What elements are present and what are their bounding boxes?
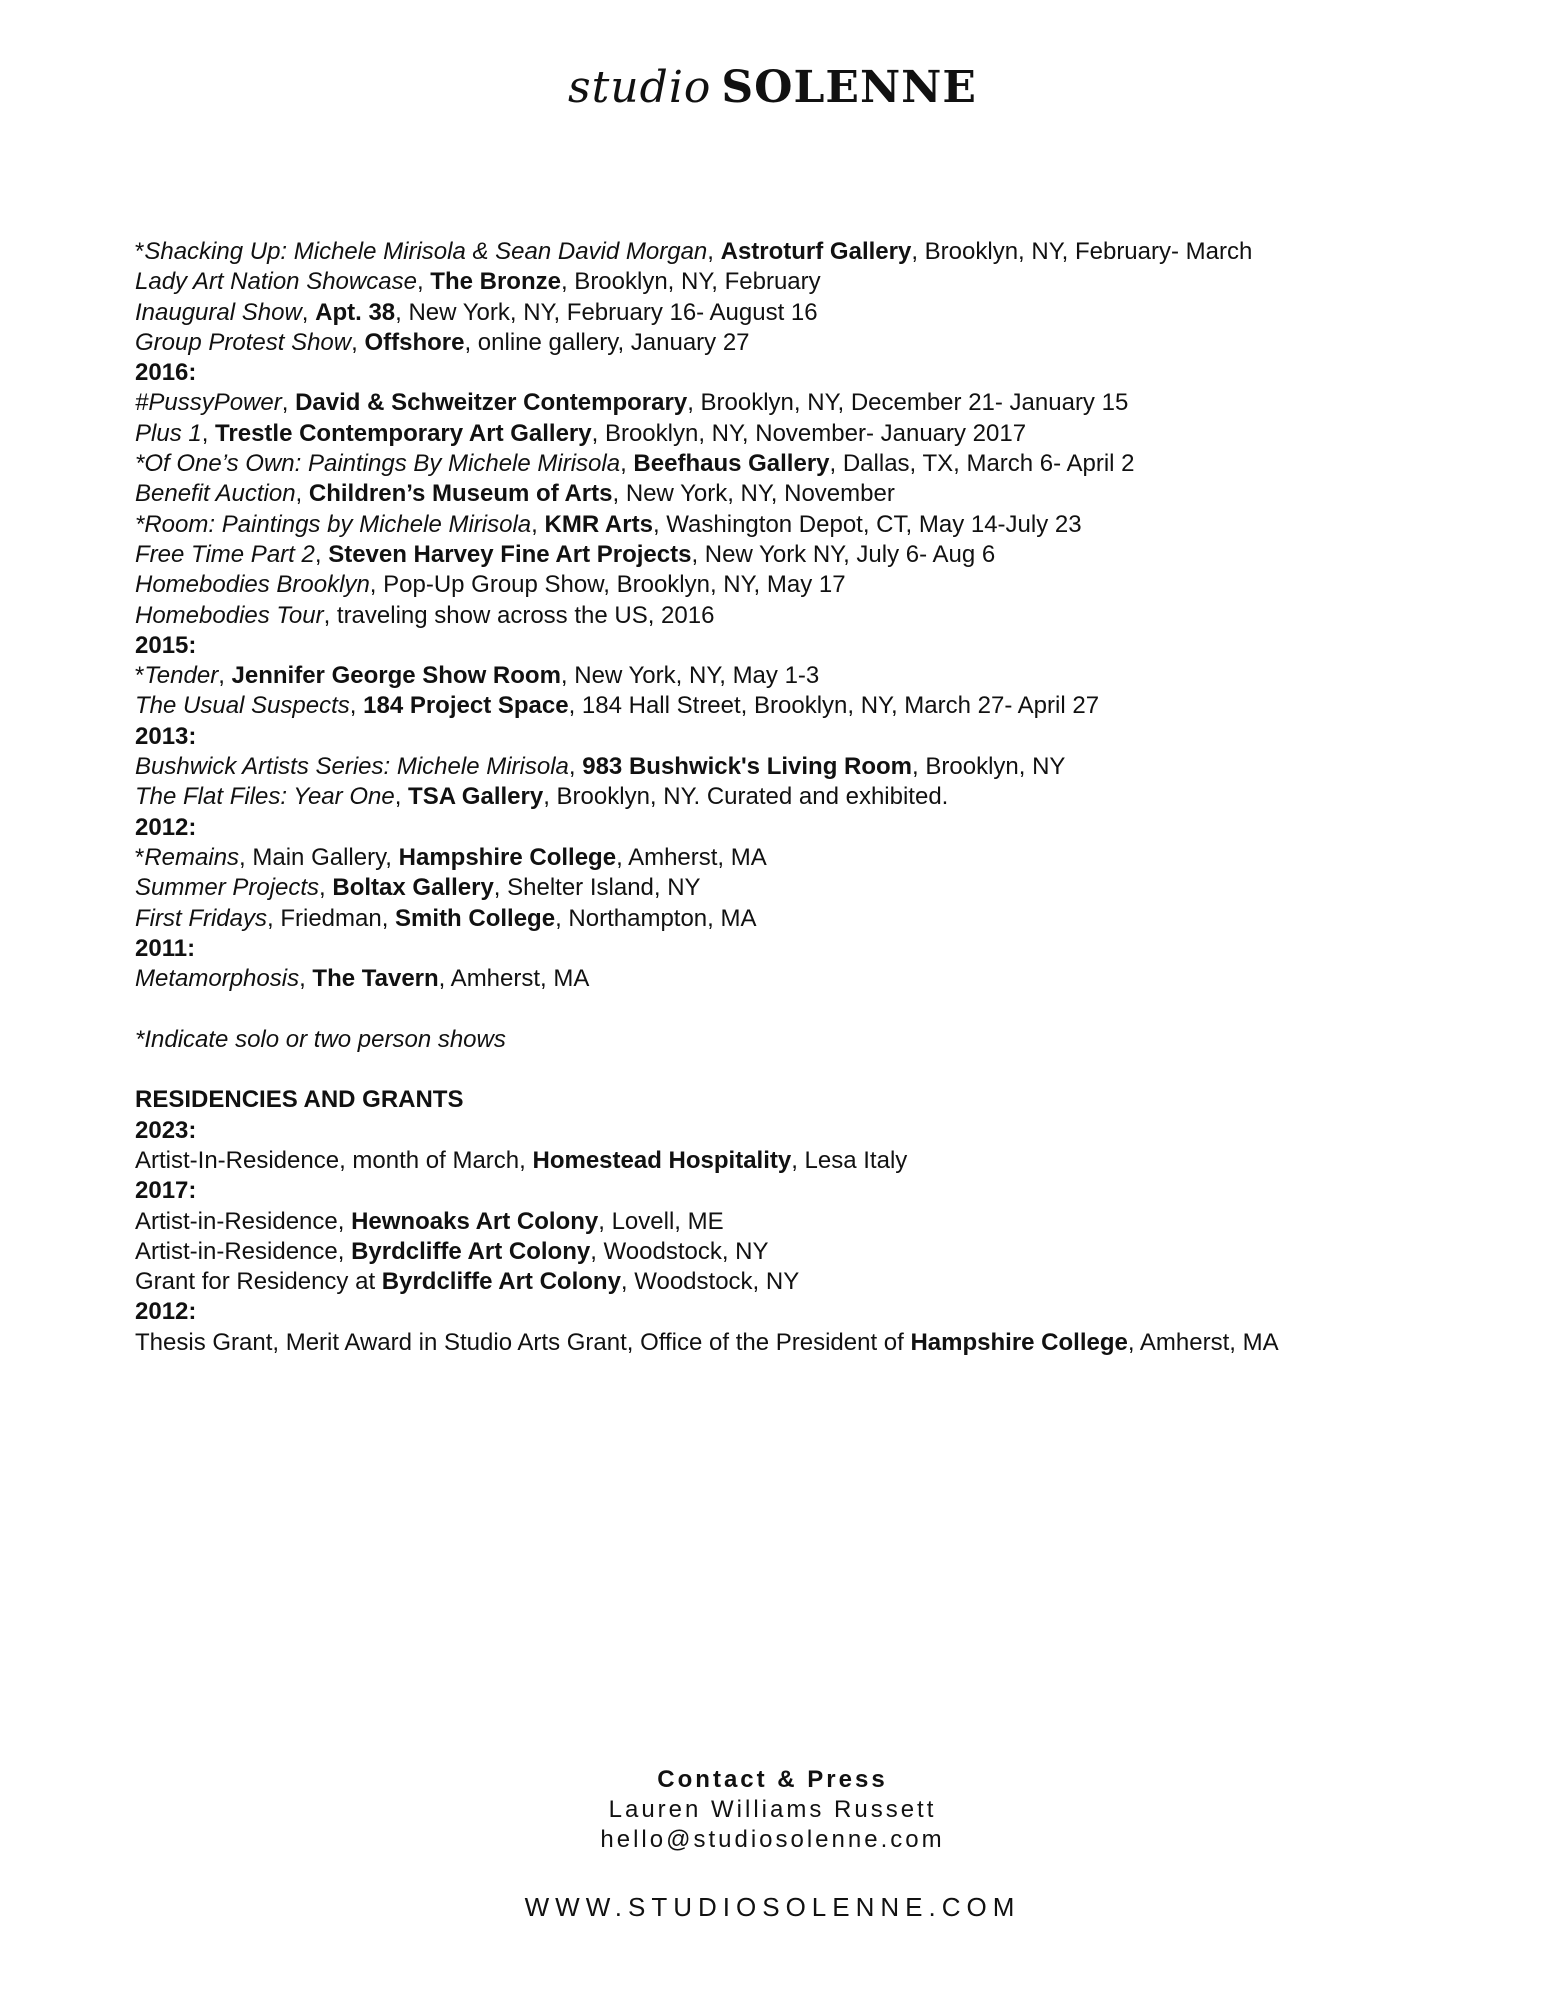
year-label: 2012: [135, 1298, 197, 1326]
cv-content [135, 237, 1505, 1358]
exhibition-item [135, 267, 1505, 297]
separator: , [201, 419, 216, 447]
studio-solenne-logo [0, 62, 1545, 113]
entry-details: , Brooklyn, NY, February [560, 268, 821, 296]
separator: , [319, 874, 333, 902]
exhibition-item [135, 510, 1505, 540]
separator: , [351, 328, 365, 356]
separator: , [314, 540, 329, 568]
residency-item [135, 1146, 1505, 1176]
venue-name: Jennifer George Show Room [231, 662, 561, 690]
entry-details: , online gallery, January 27 [464, 328, 750, 356]
separator: , [349, 692, 364, 720]
exhibitions-list [135, 237, 1505, 994]
entry-details: , Pop-Up Group Show, Brooklyn, NY, May 17 [369, 571, 846, 599]
exhibition-item [135, 601, 1505, 631]
year-label: 2015: [135, 631, 197, 659]
entry-prefix: , Main Gallery, [239, 843, 399, 871]
solo-marker: * [135, 662, 145, 690]
venue-name: Astroturf Gallery [720, 238, 912, 265]
entry-details: , Woodstock, NY [590, 1237, 769, 1265]
venue-name: Steven Harvey Fine Art Projects [328, 540, 692, 568]
show-title: Homebodies Brooklyn [135, 571, 370, 599]
entry-details: , Woodstock, NY [620, 1268, 800, 1296]
show-title: Summer Projects [135, 874, 320, 902]
venue-name: Hewnoaks Art Colony [351, 1207, 599, 1235]
exhibition-item [135, 752, 1505, 782]
venue-name: David & Schweitzer Contemporary [295, 389, 688, 417]
venue-name: Hampshire College [910, 1328, 1128, 1356]
show-title: First Fridays [135, 904, 267, 932]
show-title: Free Time Part 2 [135, 540, 315, 568]
venue-name: Homestead Hospitality [532, 1146, 792, 1174]
venue-name: Children’s Museum of Arts [308, 480, 613, 508]
entry-details: , Amherst, MA [616, 843, 767, 871]
solo-marker: * [135, 843, 145, 871]
entry-prefix: Grant for Residency at [135, 1268, 382, 1296]
year-label: 2013: [135, 722, 197, 750]
entry-details: , New York, NY, November [612, 480, 895, 508]
entry-details: , Brooklyn, NY, December 21- January 15 [687, 389, 1129, 417]
exhibition-item [135, 691, 1505, 721]
show-title: Inaugural Show [135, 298, 302, 326]
venue-name: Trestle Contemporary Art Gallery [215, 419, 592, 447]
logo-script-text: studio [568, 62, 712, 113]
entry-prefix: Thesis Grant, Merit Award in Studio Arts Grant, Office of the President of [135, 1328, 911, 1356]
contact-footer [0, 1765, 1545, 1923]
residencies-list [135, 1116, 1505, 1358]
exhibition-item [135, 419, 1505, 449]
venue-name: The Bronze [430, 268, 561, 296]
show-title: Metamorphosis [135, 965, 300, 993]
year-label: 2017: [135, 1177, 197, 1205]
entry-details: , Amherst, MA [438, 965, 590, 993]
exhibition-item [135, 782, 1505, 812]
show-title: Shacking Up: Michele Mirisola & Sean David Morgan [144, 238, 708, 265]
year-label: 2011: [135, 934, 196, 962]
separator: , [416, 268, 431, 296]
entry-details: , Northampton, MA [555, 904, 757, 932]
exhibition-item [135, 388, 1505, 418]
entry-details: , 184 Hall Street, Brooklyn, NY, March 27- April 27 [568, 692, 1100, 720]
entry-details: , Brooklyn, NY. Curated and exhibited. [543, 783, 949, 811]
logo-brand-text: SOLENNE [721, 62, 977, 113]
solo-marker: * [135, 238, 145, 265]
entry-details: , Lovell, ME [598, 1207, 724, 1235]
entry-details: , New York, NY, May 1-3 [560, 662, 820, 690]
exhibition-item [135, 237, 1505, 267]
residency-item [135, 1328, 1505, 1358]
exhibition-item [135, 298, 1505, 328]
separator: , [568, 753, 583, 781]
entry-prefix: Artist-in-Residence, [135, 1237, 352, 1265]
year-label: 2016: [135, 359, 197, 387]
entry-details: , Amherst, MA [1127, 1328, 1279, 1356]
show-title: Benefit Auction [135, 480, 296, 508]
entry-details: , New York, NY, February 16- August 16 [395, 298, 818, 326]
entry-details: , Dallas, TX, March 6- April 2 [829, 450, 1135, 478]
exhibition-item [135, 964, 1505, 994]
website-link[interactable]: WWW.STUDIOSOLENNE.COM [524, 1892, 1021, 1922]
exhibition-item [135, 479, 1505, 509]
entry-details: , New York NY, July 6- Aug 6 [691, 540, 996, 568]
separator: , [218, 662, 232, 690]
venue-name: The Tavern [312, 965, 439, 993]
separator: , [394, 783, 409, 811]
entry-details: , Brooklyn, NY, November- January 2017 [591, 419, 1027, 447]
show-title: Tender [144, 662, 219, 690]
contact-name: Lauren Williams Russett [608, 1796, 937, 1823]
venue-name: 983 Bushwick's Living Room [582, 753, 913, 781]
show-title: #PussyPower [135, 389, 282, 417]
venue-name: Byrdcliffe Art Colony [381, 1268, 621, 1296]
show-title: Bushwick Artists Series: Michele Mirisola [135, 753, 569, 781]
separator: , [620, 450, 634, 478]
separator: , [707, 238, 721, 265]
separator: , [281, 389, 296, 417]
entry-prefix: Artist-in-Residence, [135, 1207, 352, 1235]
separator: , [301, 298, 316, 326]
show-title: Remains [144, 843, 240, 871]
residency-item [135, 1207, 1505, 1237]
year-label: 2023: [135, 1116, 197, 1144]
entry-prefix: Artist-In-Residence, month of March, [135, 1146, 533, 1174]
venue-name: KMR Arts [544, 510, 653, 538]
separator: , [295, 480, 309, 508]
show-title: *Room: Paintings by Michele Mirisola [135, 510, 532, 538]
exhibition-item [135, 540, 1505, 570]
show-title: The Usual Suspects [135, 692, 350, 720]
venue-name: Smith College [395, 904, 556, 932]
venue-name: 184 Project Space [363, 692, 569, 720]
contact-email[interactable]: hello@studiosolenne.com [600, 1826, 945, 1853]
year-label: 2012: [135, 813, 197, 841]
entry-details: , Shelter Island, NY [493, 874, 701, 902]
entry-details: , Washington Depot, CT, May 14-July 23 [652, 510, 1082, 538]
residency-item [135, 1267, 1505, 1297]
venue-name: TSA Gallery [408, 783, 544, 811]
entry-details: , Lesa Italy [791, 1146, 908, 1174]
exhibition-item [135, 328, 1505, 358]
contact-title: Contact & Press [657, 1766, 888, 1793]
venue-name: Boltax Gallery [332, 874, 494, 902]
show-title: Plus 1 [135, 419, 202, 447]
show-title: *Of One’s Own: Paintings By Michele Mirisola [135, 450, 621, 478]
show-title: The Flat Files: Year One [135, 783, 395, 811]
exhibition-item [135, 570, 1505, 600]
venue-name: Apt. 38 [315, 298, 396, 326]
exhibition-item [135, 843, 1505, 873]
residency-item [135, 1237, 1505, 1267]
show-title: Lady Art Nation Showcase [135, 268, 417, 296]
venue-name: Beefhaus Gallery [633, 450, 830, 478]
exhibition-item [135, 873, 1505, 903]
entry-prefix: , Friedman, [267, 904, 396, 932]
venue-name: Hampshire College [398, 843, 617, 871]
exhibition-item [135, 661, 1505, 691]
residencies-heading: RESIDENCIES AND GRANTS [135, 1086, 464, 1114]
separator: , [299, 965, 313, 993]
exhibition-item [135, 449, 1505, 479]
entry-details: , traveling show across the US, 2016 [323, 601, 715, 629]
show-title: Group Protest Show [135, 328, 352, 356]
venue-name: Byrdcliffe Art Colony [351, 1237, 591, 1265]
entry-details: , Brooklyn, NY, February- March [911, 238, 1253, 265]
solo-shows-note: *Indicate solo or two person shows [135, 1025, 506, 1053]
venue-name: Offshore [364, 328, 465, 356]
show-title: Homebodies Tour [135, 601, 324, 629]
entry-details: , Brooklyn, NY [912, 753, 1066, 781]
exhibition-item [135, 904, 1505, 934]
separator: , [531, 510, 545, 538]
